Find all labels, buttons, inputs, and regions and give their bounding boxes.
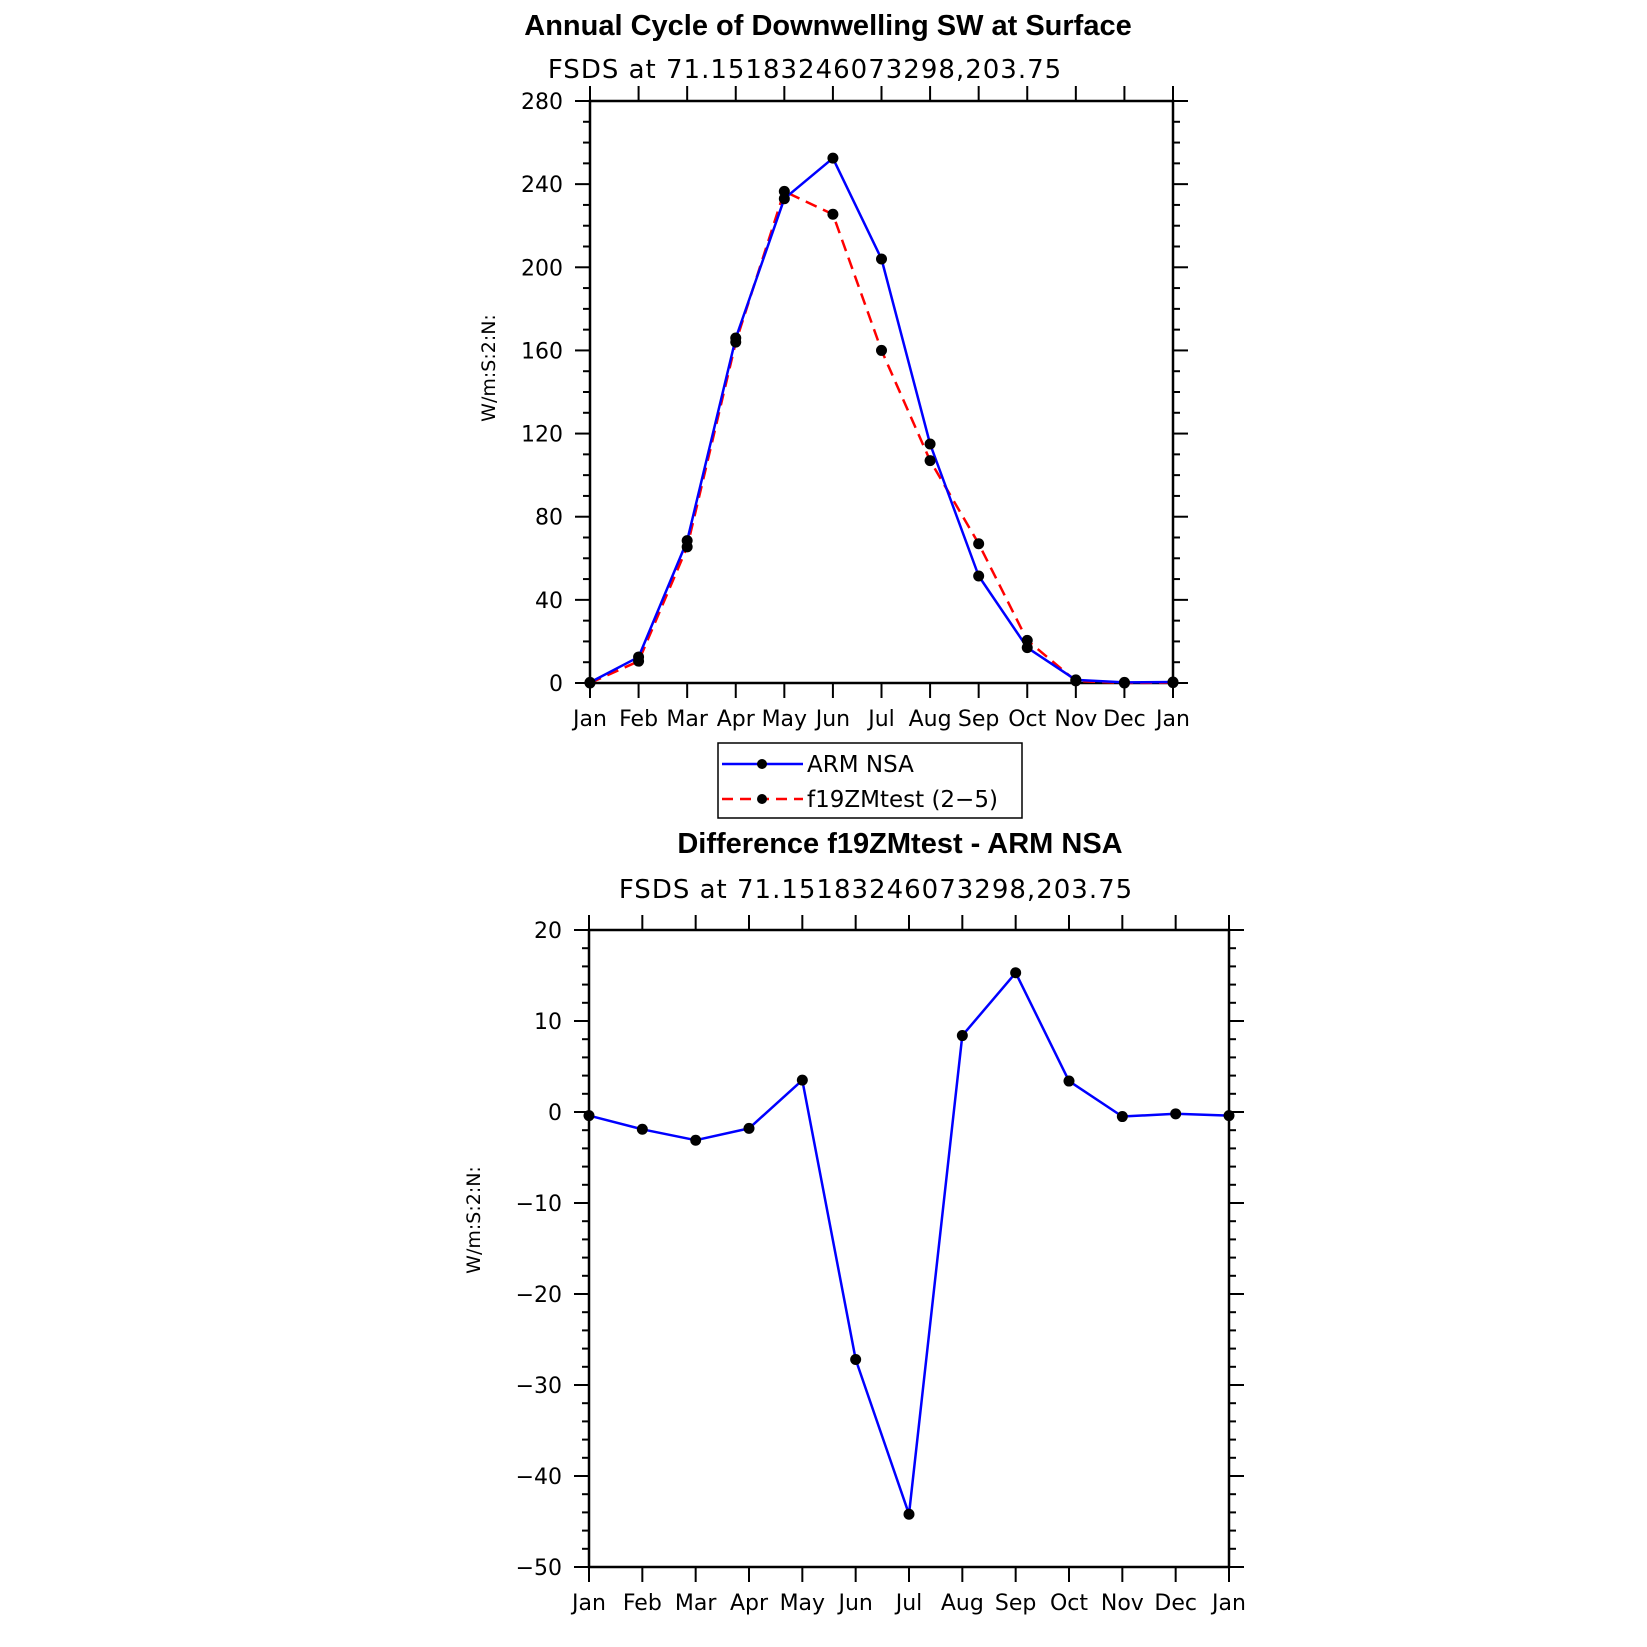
top-series-1-point: [1168, 677, 1179, 688]
top-xtick-label: Sep: [957, 707, 1000, 732]
bottom-xtick-label: Aug: [940, 1591, 984, 1616]
bottom-chart-title: Difference f19ZMtest - ARM NSA: [677, 828, 1123, 860]
top-ytick-label: 280: [521, 90, 563, 115]
bottom-xtick-label: Jan: [572, 1591, 606, 1616]
top-xtick-label: Dec: [1103, 707, 1146, 732]
bottom-series-0-point: [1170, 1108, 1181, 1119]
bottom-xtick-label: May: [779, 1591, 826, 1616]
bottom-xtick-label: Jun: [838, 1591, 873, 1616]
bottom-chart-ylabel: W/m:S:2:N:: [463, 1166, 485, 1274]
bottom-series-0-point: [744, 1123, 755, 1134]
top-series-0-point: [973, 570, 984, 581]
bottom-chart-subtitle: FSDS at 71.15183246073298,203.75: [618, 875, 1134, 905]
bottom-ytick-label: 0: [548, 1101, 562, 1126]
bottom-ytick-label: 20: [534, 919, 562, 944]
top-xtick-label: Jan: [573, 707, 607, 732]
top-series-line-1: [590, 191, 1173, 683]
bottom-xtick-label: Sep: [994, 1591, 1037, 1616]
bottom-series-0-point: [690, 1135, 701, 1146]
bottom-series-0-point: [850, 1354, 861, 1365]
bottom-series-0-point: [1224, 1110, 1235, 1121]
top-ytick-label: 240: [521, 173, 563, 199]
bottom-series-0-point: [1117, 1111, 1128, 1122]
top-chart: [478, 10, 1190, 732]
bottom-xtick-label: Mar: [674, 1591, 717, 1616]
top-series-1-point: [827, 209, 838, 220]
top-ytick-label: 160: [521, 339, 563, 365]
top-series-1-point: [633, 656, 644, 667]
bottom-series-0-point: [957, 1030, 968, 1041]
bottom-xtick-label: Dec: [1154, 1591, 1197, 1616]
bottom-series-line-0: [589, 973, 1229, 1514]
top-chart-subtitle: FSDS at 71.15183246073298,203.75: [547, 55, 1063, 85]
top-series-1-point: [876, 345, 887, 356]
legend-label-model: f19ZMtest (2−5): [807, 787, 998, 813]
top-ytick-label: 120: [521, 422, 563, 448]
bottom-xtick-label: Oct: [1049, 1591, 1089, 1616]
top-xtick-label: Jul: [868, 707, 895, 732]
bottom-ytick-label: −30: [515, 1374, 562, 1399]
bottom-series-0-point: [584, 1110, 595, 1121]
top-series-0-point: [876, 253, 887, 264]
top-xtick-label: Jun: [815, 707, 851, 732]
bottom-xtick-label: Jan: [1212, 1591, 1246, 1616]
top-xtick-label: Mar: [666, 707, 708, 732]
top-series-0-point: [925, 438, 936, 449]
top-ytick-label: 0: [549, 672, 563, 697]
bottom-ytick-label: −50: [515, 1556, 562, 1581]
legend-label-arm: ARM NSA: [807, 752, 914, 778]
bottom-chart: [463, 828, 1246, 1616]
top-series-1-point: [1022, 635, 1033, 646]
top-chart-ylabel: W/m:S:2:N:: [478, 314, 500, 422]
top-xtick-label: Oct: [1008, 707, 1047, 732]
top-xtick-label: Feb: [619, 707, 659, 732]
bottom-xtick-label: Jul: [895, 1591, 923, 1616]
legend: [718, 743, 1022, 818]
top-xtick-label: May: [761, 707, 808, 732]
bottom-series-0-point: [904, 1509, 915, 1520]
bottom-plot-area: [516, 915, 1246, 1616]
top-series-1-point: [1070, 675, 1081, 686]
top-xtick-label: Aug: [908, 707, 952, 732]
bottom-ytick-label: −20: [515, 1283, 562, 1308]
top-ytick-label: 80: [535, 505, 563, 531]
legend-marker-arm: [757, 759, 767, 769]
bottom-frame: [589, 930, 1229, 1567]
top-ytick-label: 200: [521, 256, 563, 282]
top-series-1-point: [1119, 678, 1130, 689]
bottom-xtick-label: Apr: [729, 1591, 769, 1616]
top-series-line-0: [590, 158, 1173, 682]
top-xtick-label: Nov: [1054, 707, 1098, 732]
bottom-series-0-point: [797, 1075, 808, 1086]
top-series-1-point: [925, 455, 936, 466]
top-chart-title: Annual Cycle of Downwelling SW at Surface: [524, 10, 1132, 42]
top-series-1-point: [973, 538, 984, 549]
legend-marker-model: [757, 794, 767, 804]
bottom-xtick-label: Feb: [622, 1591, 662, 1616]
top-xtick-label: Apr: [716, 707, 755, 732]
top-series-1-point: [682, 541, 693, 552]
top-ytick-label: 40: [535, 588, 563, 614]
bottom-series-0-point: [637, 1124, 648, 1135]
bottom-series-0-point: [1064, 1076, 1075, 1087]
top-series-1-point: [585, 678, 596, 689]
bottom-ytick-label: −10: [515, 1192, 562, 1217]
top-xtick-label: Jan: [1156, 707, 1190, 732]
top-series-1-point: [779, 186, 790, 197]
bottom-xtick-label: Nov: [1100, 1591, 1144, 1616]
top-series-0-point: [827, 153, 838, 164]
top-plot-area: [521, 86, 1190, 732]
bottom-ytick-label: 10: [534, 1010, 562, 1035]
bottom-ytick-label: −40: [515, 1465, 562, 1490]
bottom-series-0-point: [1010, 967, 1021, 978]
top-frame: [590, 101, 1173, 683]
top-series-1-point: [730, 337, 741, 348]
